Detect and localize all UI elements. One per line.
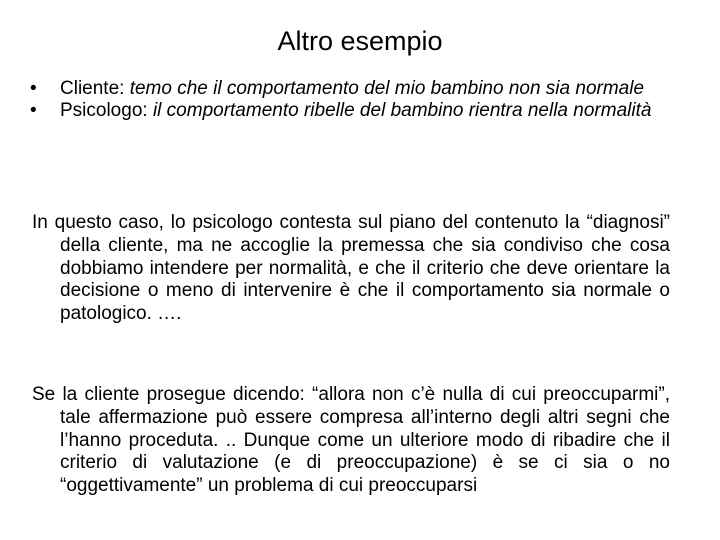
bullet-marker: • bbox=[30, 78, 37, 99]
speaker-quote: temo che il comportamento del mio bambino non sia normale bbox=[129, 78, 645, 99]
speaker-label: Psicologo: bbox=[60, 100, 148, 121]
analysis-paragraph: In questo caso, lo psicologo contesta sul piano del contenuto la “diagnosi” della cliente, ma ne accoglie la premessa che sia condiviso che cosa dobbiamo intendere per normalità, e che il criterio che deve orientare la decisione o meno di intervenire è che il comportamento sia normale o patologico. …. bbox=[32, 212, 670, 325]
slide-title: Altro esempio bbox=[277, 26, 443, 56]
speaker-label: Cliente: bbox=[60, 78, 125, 99]
continuation-paragraph: Se la cliente prosegue dicendo: “allora non c’è nulla di cui preoccuparmi”, tale affermazione può essere compresa all’interno degli altri segni che l’hanno proceduta. .. Dunque come un ulteriore modo di ribadire che il criterio di valutazione (e di preoccupazione) è se ci sia o no “oggettivamente” un problema di cui preoccuparsi bbox=[32, 384, 670, 497]
dialogue-bullet-list bbox=[30, 78, 670, 122]
speaker-quote: il comportamento ribelle del bambino rientra nella normalità bbox=[152, 100, 652, 121]
bullet-item-psychologist bbox=[30, 100, 670, 122]
bullet-item-client bbox=[30, 78, 670, 100]
bullet-marker: • bbox=[30, 100, 37, 121]
